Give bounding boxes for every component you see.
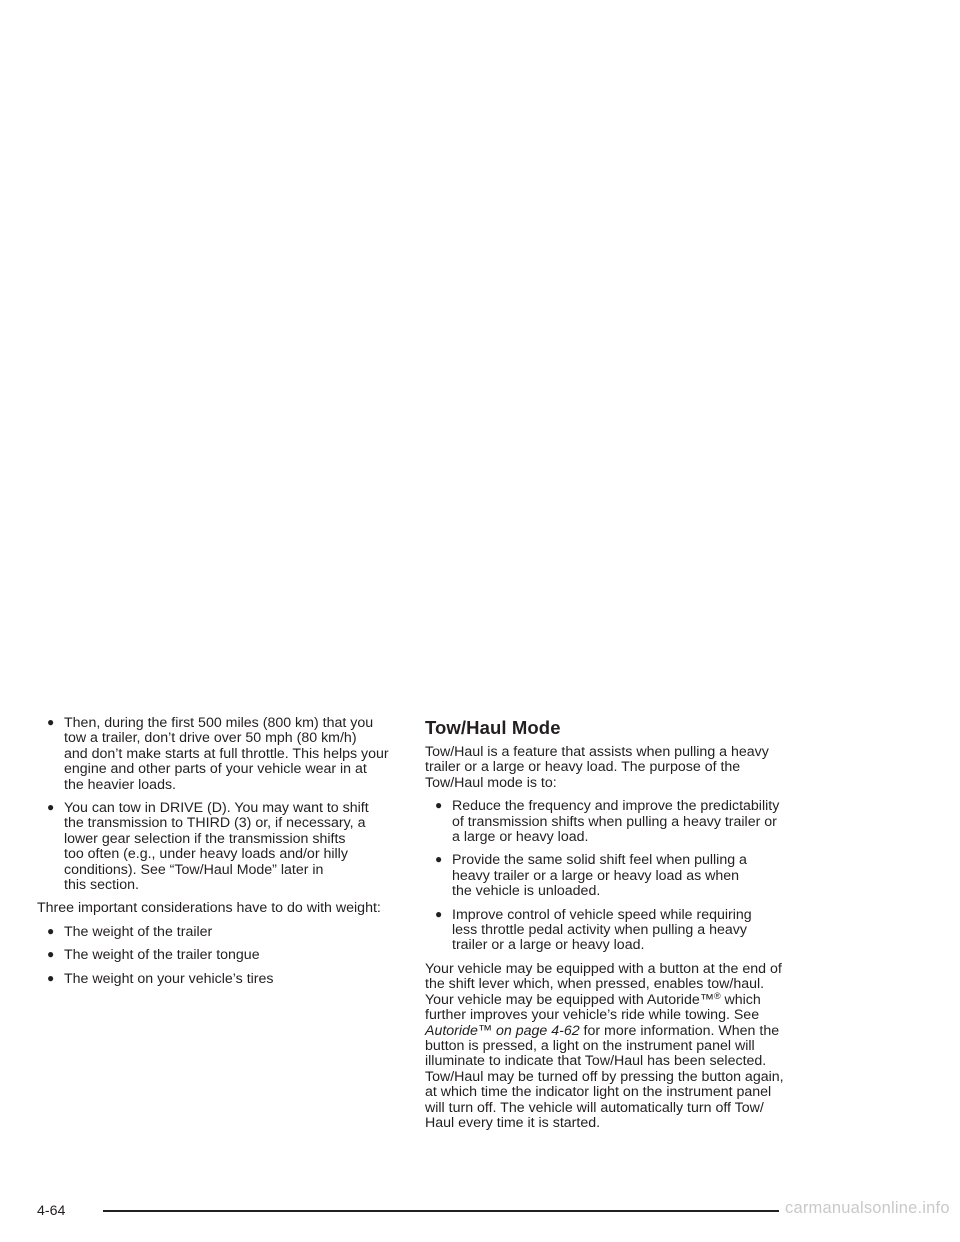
right-column (425, 718, 790, 1131)
bullet-item-trailer-weight (37, 925, 397, 940)
bullet-item-tongue-weight (37, 948, 397, 963)
cross-reference-link[interactable]: Autoride™ on page 4-62 (425, 1022, 580, 1039)
watermark: carmanualsonline.info (785, 1199, 950, 1217)
bullet-item-shift-feel (425, 853, 790, 899)
bullet-item-tow-in-drive (37, 801, 397, 893)
weight-intro-paragraph: Three important considerations have to do with weight: (37, 900, 381, 917)
bullet-icon: ● (435, 798, 443, 813)
bullet-text: The weight of the trailer (64, 923, 213, 940)
bullet-text: The weight of the trailer tongue (64, 947, 260, 964)
bullet-icon: ● (435, 906, 443, 921)
left-column (37, 716, 397, 987)
section-heading: Tow/Haul Mode (425, 717, 561, 738)
bullet-icon: ● (47, 970, 55, 985)
bullet-text: The weight on your vehicle’s tires (64, 970, 274, 987)
body-paragraph: Your vehicle may be equipped with a button at the end of the shift lever which, when pressed, enables tow/haul. Your vehicle may be equipped with Autoride™® which further improves your vehicle’s ride while towing. See Autoride™ on page 4-62 for more information. When the button is pressed, a light on the instrument panel will illuminate to indicate that Tow/Haul has been selected. Tow/Haul may be turned off by pressing the button again, at which time the indicator light on the instrument panel will turn off. The vehicle will automatically turn off Tow/ Haul every time it is started. (425, 960, 784, 1131)
bullet-text: Provide the same solid shift feel when pulling a heavy trailer or a large or heavy load as when the vehicle is unloaded. (452, 852, 747, 900)
bullet-icon: ● (47, 923, 55, 938)
bullet-text: You can tow in DRIVE (D). You may want to shift the transmission to THIRD (3) or, if necessary, a lower gear selection if the transmission shifts too often (e.g., under heavy loads and/or hilly conditions). See “Tow/Haul Mode” later in this section. (64, 800, 369, 894)
bullet-item-first-500-miles (37, 716, 397, 793)
bullet-text: Improve control of vehicle speed while requiring less throttle pedal activity when pulling a heavy trailer or a large or heavy load. (452, 906, 752, 954)
page-number: 4-64 (37, 1203, 66, 1219)
bullet-icon: ● (435, 852, 443, 867)
footer-divider (103, 1210, 779, 1212)
bullet-text: Reduce the frequency and improve the predictability of transmission shifts when pulling a heavy trailer or a large or heavy load. (452, 798, 780, 846)
bullet-icon: ● (47, 715, 55, 729)
bullet-icon: ● (47, 947, 55, 962)
intro-paragraph: Tow/Haul is a feature that assists when pulling a heavy trailer or a large or heavy load. The purpose of the Tow/Haul mode is to: (425, 744, 769, 791)
bullet-item-reduce-frequency (425, 799, 790, 845)
bullet-icon: ● (47, 800, 55, 815)
bullet-item-tire-weight (37, 972, 397, 987)
registered-mark: ® (713, 990, 721, 1001)
bullet-item-speed-control (425, 908, 790, 954)
bullet-text: Then, during the first 500 miles (800 km) that you tow a trailer, don’t drive over 50 mph (80 km/h) and don’t make starts at full throttle. This helps your engine and other parts of your vehicle wear in at the heavier loads. (64, 715, 389, 793)
